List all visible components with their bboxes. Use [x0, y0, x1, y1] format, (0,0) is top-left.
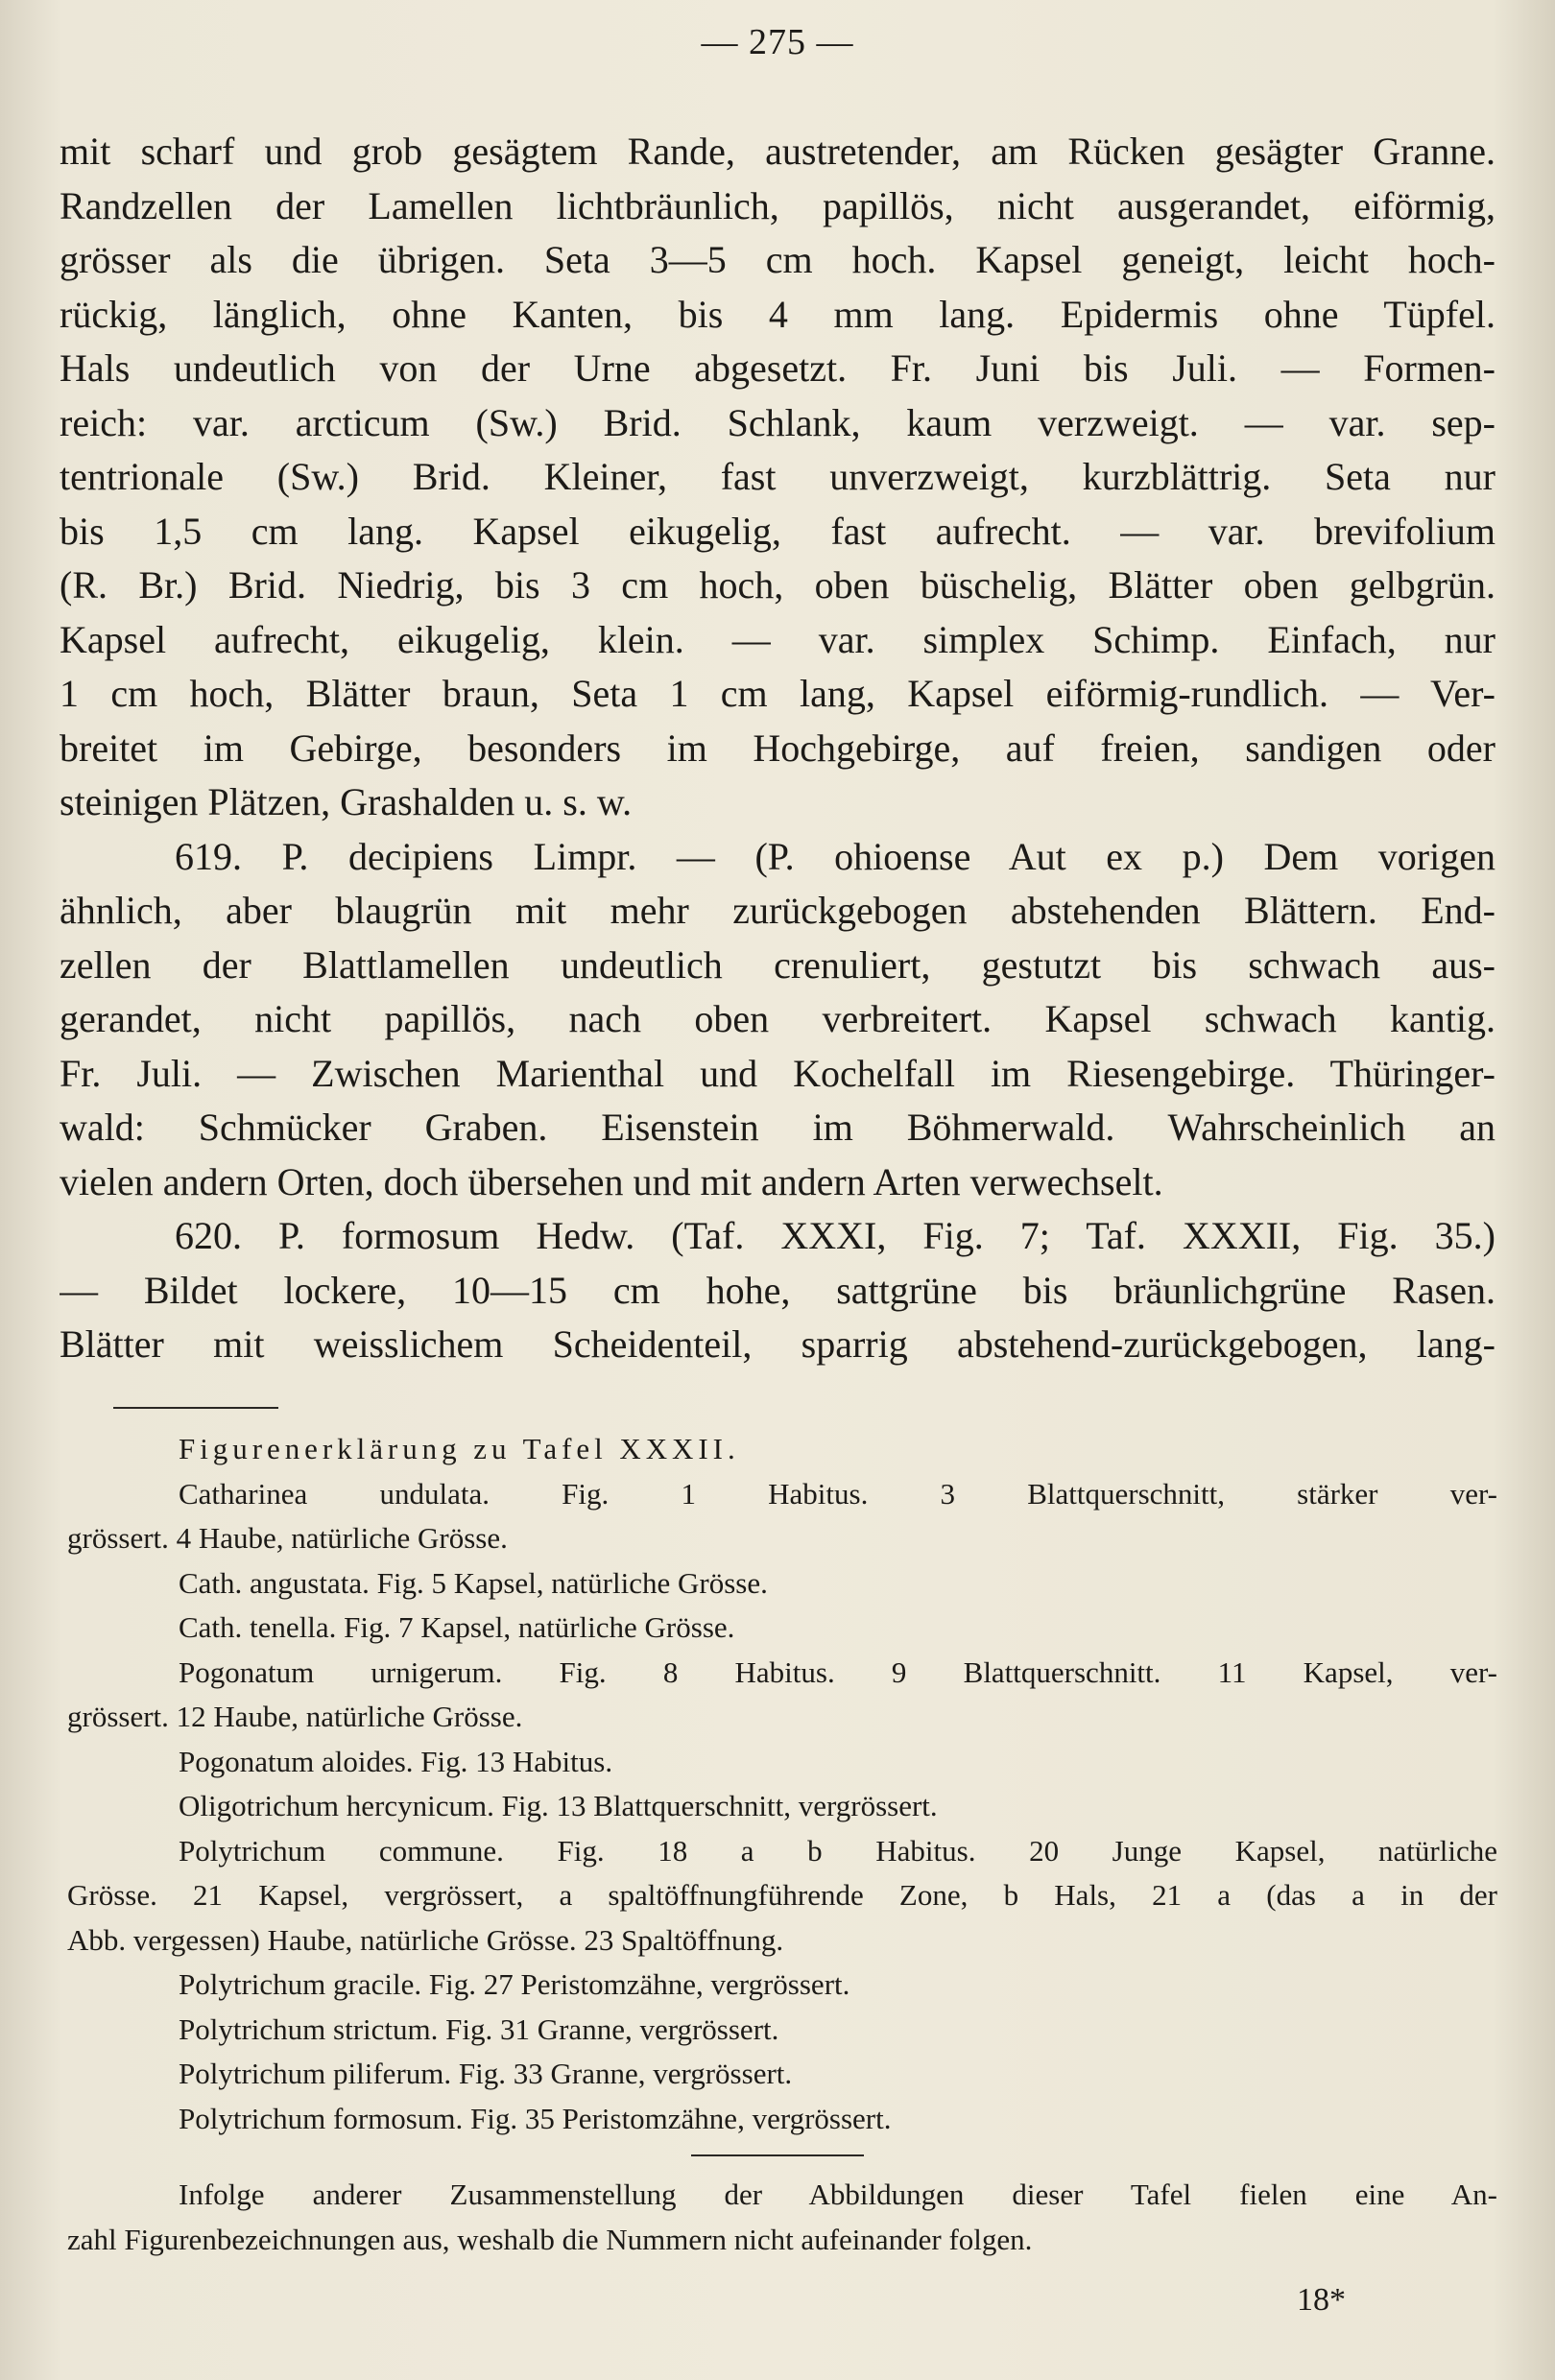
- species-entry-619: 619. P. decipiens Limpr. — (P. ohioense Aut ex p.) Dem vorigen: [175, 834, 1495, 878]
- sheet-signature: 18*: [1297, 2282, 1346, 2318]
- text-line: rückig, länglich, ohne Kanten, bis 4 mm lang. Epidermis ohne Tüpfel.: [60, 292, 1495, 336]
- legend-line: Abb. vergessen) Haube, natürliche Grösse. 23 Spaltöffnung.: [67, 1922, 784, 1957]
- text-line: — Bildet lockere, 10—15 cm hohe, sattgrüne bis bräunlichgrüne Rasen.: [60, 1268, 1495, 1312]
- text-line: (R. Br.) Brid. Niedrig, bis 3 cm hoch, oben büschelig, Blätter oben gelbgrün.: [60, 563, 1495, 607]
- text-line: zellen der Blattlamellen undeutlich crenuliert, gestutzt bis schwach aus-: [60, 942, 1495, 987]
- text-line: vielen andern Orten, doch übersehen und mit andern Arten verwechselt.: [60, 1159, 1163, 1203]
- legend-line: Polytrichum gracile. Fig. 27 Peristomzähne, vergrössert.: [179, 1967, 850, 2001]
- text-line: Fr. Juli. — Zwischen Marienthal und Kochelfall im Riesengebirge. Thüringer-: [60, 1051, 1495, 1095]
- note-line: zahl Figurenbezeichnungen aus, weshalb die Nummern nicht aufeinander folgen.: [67, 2222, 1033, 2256]
- species-entry-620: 620. P. formosum Hedw. (Taf. XXXI, Fig. 7; Taf. XXXII, Fig. 35.): [175, 1214, 1495, 1257]
- legend-line: Polytrichum piliferum. Fig. 33 Granne, vergrössert.: [179, 2057, 793, 2090]
- page-number: — 275 —: [701, 22, 854, 62]
- text-line: ähnlich, aber blaugrün mit mehr zurückgebogen abstehenden Blättern. End-: [60, 889, 1495, 932]
- text-line: mit scharf und grob gesägtem Rande, austretender, am Rücken gesägter Granne.: [60, 130, 1495, 173]
- text-line: gerandet, nicht papillös, nach oben verbreitert. Kapsel schwach kantig.: [60, 997, 1495, 1040]
- legend-line: grössert. 12 Haube, natürliche Grösse.: [67, 1700, 523, 1733]
- footnote-divider: [113, 1407, 278, 1409]
- note-divider: [691, 2154, 864, 2156]
- editorial-note: [67, 2173, 1497, 2262]
- text-line: tentrionale (Sw.) Brid. Kleiner, fast unverzweigt, kurzblättrig. Seta nur: [60, 455, 1495, 498]
- legend-line: Pogonatum urnigerum. Fig. 8 Habitus. 9 Blattquerschnitt. 11 Kapsel, ver-: [179, 1654, 1497, 1689]
- legend-line: Oligotrichum hercynicum. Fig. 13 Blattquerschnitt, vergrössert.: [179, 1789, 938, 1822]
- text-line: Blätter mit weisslichem Scheidenteil, sparrig abstehend-zurückgebogen, lang-: [60, 1322, 1495, 1366]
- note-line: Infolge anderer Zusammenstellung der Abbildungen dieser Tafel fielen eine An-: [179, 2178, 1497, 2211]
- text-line: 1 cm hoch, Blätter braun, Seta 1 cm lang, Kapsel eiförmig-rundlich. — Ver-: [60, 672, 1495, 715]
- legend-line: Grösse. 21 Kapsel, vergrössert, a spaltöffnungführende Zone, b Hals, 21 a (das a in der: [67, 1878, 1497, 1912]
- text-line: reich: var. arcticum (Sw.) Brid. Schlank, kaum verzweigt. — var. sep-: [60, 400, 1495, 444]
- legend-line: Cath. angustata. Fig. 5 Kapsel, natürliche Grösse.: [179, 1565, 768, 1600]
- text-line: bis 1,5 cm lang. Kapsel eikugelig, fast aufrecht. — var. brevifolium: [60, 509, 1495, 553]
- text-line: Randzellen der Lamellen lichtbräunlich, papillös, nicht ausgerandet, eiförmig,: [60, 183, 1495, 227]
- main-text: [60, 125, 1495, 1372]
- text-line: wald: Schmücker Graben. Eisenstein im Böhmerwald. Wahrscheinlich an: [60, 1106, 1495, 1149]
- legend-line: Catharinea undulata. Fig. 1 Habitus. 3 Blattquerschnitt, stärker ver-: [179, 1476, 1497, 1511]
- text-line: Kapsel aufrecht, eikugelig, klein. — var. simplex Schimp. Einfach, nur: [60, 617, 1495, 661]
- legend-line: Pogonatum aloides. Fig. 13 Habitus.: [179, 1744, 613, 1778]
- legend-line: grössert. 4 Haube, natürliche Grösse.: [67, 1521, 508, 1555]
- figure-legend-heading: Figurenerklärung zu Tafel XXXII.: [179, 1432, 740, 1465]
- legend-line: Polytrichum strictum. Fig. 31 Granne, vergrössert.: [179, 2011, 779, 2046]
- text-line: grösser als die übrigen. Seta 3—5 cm hoch. Kapsel geneigt, leicht hoch-: [60, 238, 1495, 281]
- text-line: Hals undeutlich von der Urne abgesetzt. Fr. Juni bis Juli. — Formen-: [60, 346, 1495, 390]
- text-line: steinigen Plätzen, Grashalden u. s. w.: [60, 780, 633, 823]
- figure-legend: [67, 1427, 1497, 2141]
- legend-line: Cath. tenella. Fig. 7 Kapsel, natürliche Grösse.: [179, 1610, 735, 1644]
- text-line: breitet im Gebirge, besonders im Hochgebirge, auf freien, sandigen oder: [60, 726, 1495, 770]
- legend-line: Polytrichum commune. Fig. 18 a b Habitus. 20 Junge Kapsel, natürliche: [179, 1833, 1497, 1868]
- legend-line: Polytrichum formosum. Fig. 35 Peristomzähne, vergrössert.: [179, 2101, 892, 2135]
